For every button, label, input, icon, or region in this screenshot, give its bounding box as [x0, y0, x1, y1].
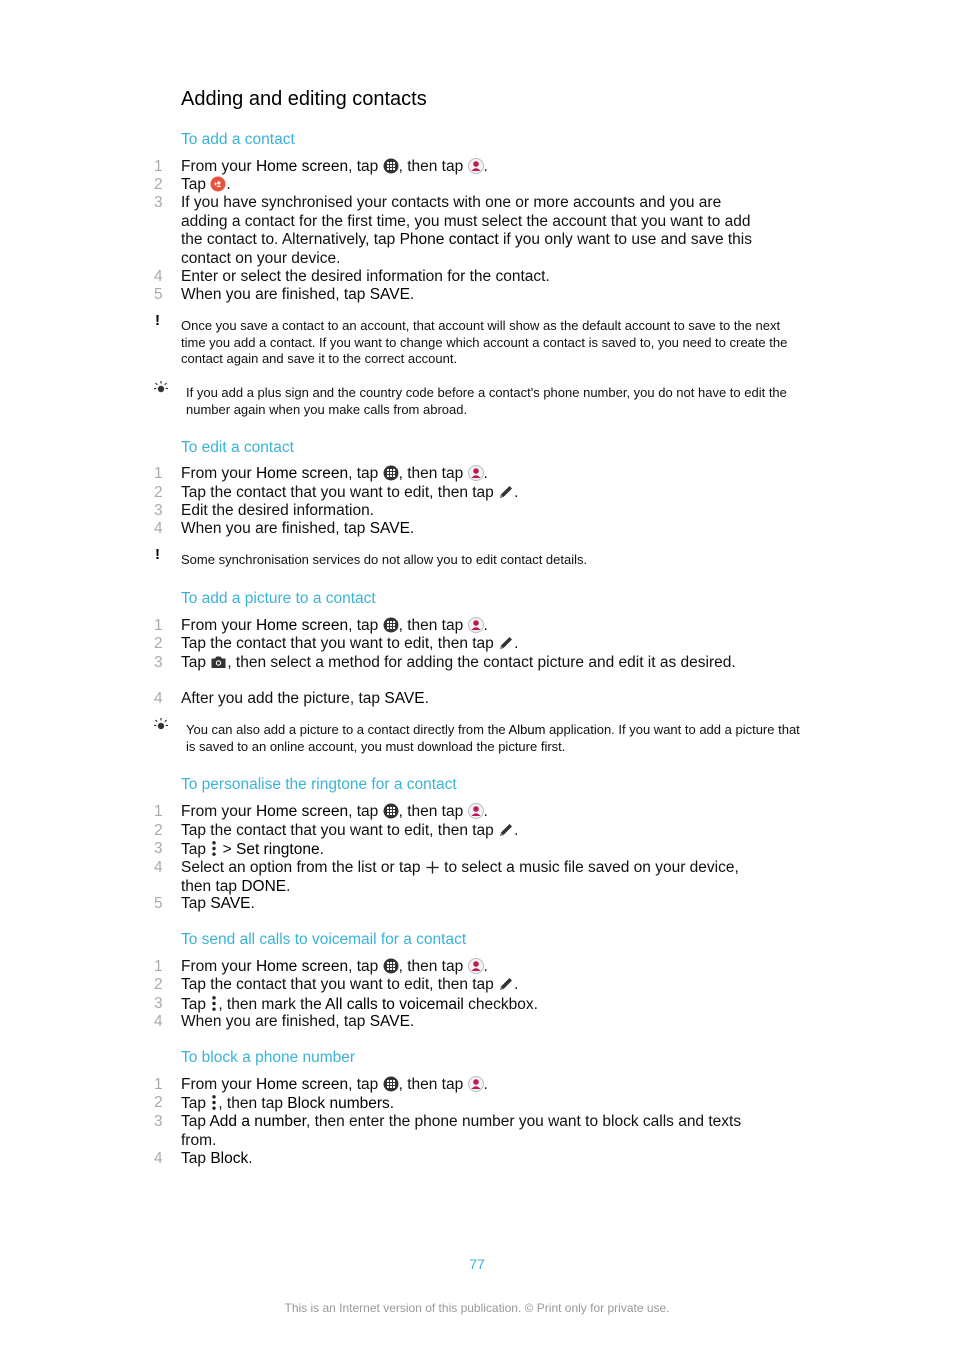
step-text: , tap	[348, 158, 383, 175]
step-text: .	[483, 958, 488, 975]
step-text: , tap	[348, 465, 383, 482]
contacts-icon	[468, 465, 484, 481]
step-text: , then tap	[398, 465, 468, 482]
step-text: Tap	[181, 895, 211, 912]
apps-icon	[383, 803, 399, 819]
all-calls-voicemail-term: All calls to voicemail	[325, 996, 464, 1013]
step-text: , then tap	[398, 617, 468, 634]
step-text: Tap	[181, 996, 211, 1013]
step-text: .	[483, 1076, 488, 1093]
home-screen-term: Home screen	[255, 465, 349, 482]
step-text: Tap the contact that you want to edit, then tap	[181, 635, 499, 652]
step-text: Tap the contact that you want to edit, then tap	[181, 976, 499, 993]
step-text: if you only want to use and save this contact on your device.	[181, 231, 752, 267]
pencil-icon	[498, 484, 514, 500]
tip-icon	[153, 380, 169, 396]
home-screen-term: Home screen	[255, 617, 349, 634]
step-number: 1	[154, 465, 163, 482]
contacts-icon	[468, 958, 484, 974]
step-text: From your	[181, 158, 256, 175]
step-text: , then select a method for adding the contact picture and edit it as desired.	[227, 654, 736, 671]
warning-icon: !	[155, 546, 160, 563]
step-text: If you have synchronised your contacts with one or more accounts and you are adding a contact for the first time, you must select the account that you want to add the contact to. Alternatively, tap	[181, 194, 751, 248]
step-number: 5	[154, 895, 163, 912]
step-text: Tap the contact that you want to edit, then tap	[181, 822, 499, 839]
save-term: SAVE	[369, 520, 410, 537]
step-text: , then mark the	[218, 996, 326, 1013]
step-text: , then enter the phone number you want to block calls and texts from.	[181, 1113, 742, 1149]
step-text: Tap	[181, 1113, 210, 1130]
step-text: From your	[181, 465, 256, 482]
pencil-icon	[498, 976, 514, 992]
step-text: .	[483, 617, 488, 634]
section-heading-block: To block a phone number	[181, 1049, 356, 1066]
step-text: Tap	[181, 176, 211, 193]
contacts-icon	[468, 1076, 484, 1092]
step-number: 1	[154, 158, 163, 175]
step-number: 5	[154, 286, 163, 303]
step-text: .	[483, 158, 488, 175]
save-term: SAVE	[210, 895, 251, 912]
section-heading-ringtone: To personalise the ringtone for a contact	[181, 776, 457, 793]
step-text: When you are finished, tap	[181, 520, 370, 537]
save-term: SAVE	[384, 690, 425, 707]
step-text: When you are finished, tap	[181, 286, 370, 303]
step-text: , then tap	[218, 1095, 288, 1112]
step-number: 2	[154, 1094, 163, 1111]
add-number-term: Add a number	[209, 1113, 306, 1130]
contacts-icon	[468, 617, 484, 633]
apps-icon	[383, 158, 399, 174]
add-contact-icon	[210, 176, 226, 192]
note-text: Once you save a contact to an account, that account will show as the default account to save to the next time you add a contact. If you want to change which account a contact is saved to, you need to create the contact again and save it to the correct account.	[181, 318, 788, 367]
step-number: 3	[154, 502, 163, 519]
done-term: DONE	[241, 877, 287, 895]
step-number: 2	[154, 822, 163, 839]
section-heading-add-contact: To add a contact	[181, 131, 295, 148]
step-number: 3	[154, 995, 163, 1012]
save-term: SAVE	[369, 286, 410, 303]
step-number: 3	[154, 654, 163, 671]
contacts-icon	[468, 158, 484, 174]
step-number: 4	[154, 520, 163, 537]
tip-text: application. If you want to add a picture that is saved to an online account, you must download the picture first.	[186, 722, 800, 754]
step-number: 2	[154, 176, 163, 193]
step-text: Tap the contact that you want to edit, then tap	[181, 484, 499, 501]
contacts-icon	[468, 803, 484, 819]
step-number: 1	[154, 1076, 163, 1093]
step-text: Tap	[181, 841, 211, 858]
pencil-icon	[498, 822, 514, 838]
apps-icon	[383, 958, 399, 974]
step-text: to select a music file saved on your device, then tap	[181, 859, 739, 895]
step-text: Tap	[181, 1150, 211, 1167]
step-number: 2	[154, 484, 163, 501]
step-number: 4	[154, 859, 163, 876]
step-text: When you are finished, tap	[181, 1013, 370, 1030]
step-number: 1	[154, 958, 163, 975]
set-ringtone-term: Set ringtone	[235, 841, 320, 858]
step-number: 4	[154, 1013, 163, 1030]
section-heading-voicemail: To send all calls to voicemail for a contact	[181, 931, 467, 948]
step-text: checkbox.	[463, 996, 538, 1013]
step-number: 1	[154, 803, 163, 820]
step-number: 3	[154, 840, 163, 857]
apps-icon	[383, 465, 399, 481]
pencil-icon	[498, 635, 514, 651]
step-text: , then tap	[398, 958, 468, 975]
step-text: , then tap	[398, 803, 468, 820]
album-term: Album	[508, 722, 546, 737]
section-heading-add-picture: To add a picture to a contact	[181, 590, 376, 607]
home-screen-term: Home screen	[255, 803, 349, 820]
step-number: 2	[154, 635, 163, 652]
tip-icon	[153, 717, 169, 733]
apps-icon	[383, 617, 399, 633]
step-number: 4	[154, 268, 163, 285]
step-text: .	[483, 803, 488, 820]
step-text: Select an option from the list or tap	[181, 859, 425, 876]
step-number: 3	[154, 1113, 163, 1130]
section-heading-edit-contact: To edit a contact	[181, 439, 294, 456]
step-number: 3	[154, 194, 163, 211]
step-text: After you add the picture, tap	[181, 690, 385, 707]
block-numbers-term: Block numbers	[287, 1095, 390, 1112]
page-number: 77	[469, 1256, 485, 1272]
step-text: , tap	[348, 803, 383, 820]
warning-icon: !	[155, 312, 160, 329]
block-term: Block	[210, 1150, 249, 1167]
home-screen-term: Home screen	[255, 958, 349, 975]
step-text: .	[226, 176, 231, 193]
save-term: SAVE	[369, 1013, 410, 1030]
step-number: 1	[154, 617, 163, 634]
tip-text: You can also add a picture to a contact directly from the	[186, 722, 509, 737]
footer-text: This is an Internet version of this publication. © Print only for private use.	[284, 1301, 670, 1315]
home-screen-term: Home screen	[255, 1076, 349, 1093]
camera-icon	[210, 654, 227, 670]
step-text: Tap	[181, 1095, 211, 1112]
phone-contact-term: Phone contact	[399, 231, 499, 248]
step-number: 4	[154, 1150, 163, 1167]
note-text: Some synchronisation services do not allow you to edit contact details.	[181, 552, 588, 567]
step-text: >	[218, 841, 236, 858]
step-text: From your	[181, 958, 256, 975]
step-text: Enter or select the desired information for the contact.	[181, 268, 550, 285]
page-title: Adding and editing contacts	[181, 88, 427, 110]
step-text: , then tap	[398, 1076, 468, 1093]
apps-icon	[383, 1076, 399, 1092]
step-text: From your	[181, 803, 256, 820]
plus-icon	[425, 860, 440, 875]
step-text: From your	[181, 1076, 256, 1093]
step-text: Edit the desired information.	[181, 502, 374, 519]
step-number: 2	[154, 976, 163, 993]
step-text: .	[483, 465, 488, 482]
step-text: , tap	[348, 1076, 383, 1093]
tip-text: If you add a plus sign and the country code before a contact's phone number, you do not have to edit the number again when you make calls from abroad.	[186, 385, 787, 417]
home-screen-term: Home screen	[255, 158, 349, 175]
step-text: Tap	[181, 654, 211, 671]
step-text: From your	[181, 617, 256, 634]
step-text: , tap	[348, 617, 383, 634]
step-number: 4	[154, 690, 163, 707]
step-text: , then tap	[398, 158, 468, 175]
step-text: , tap	[348, 958, 383, 975]
